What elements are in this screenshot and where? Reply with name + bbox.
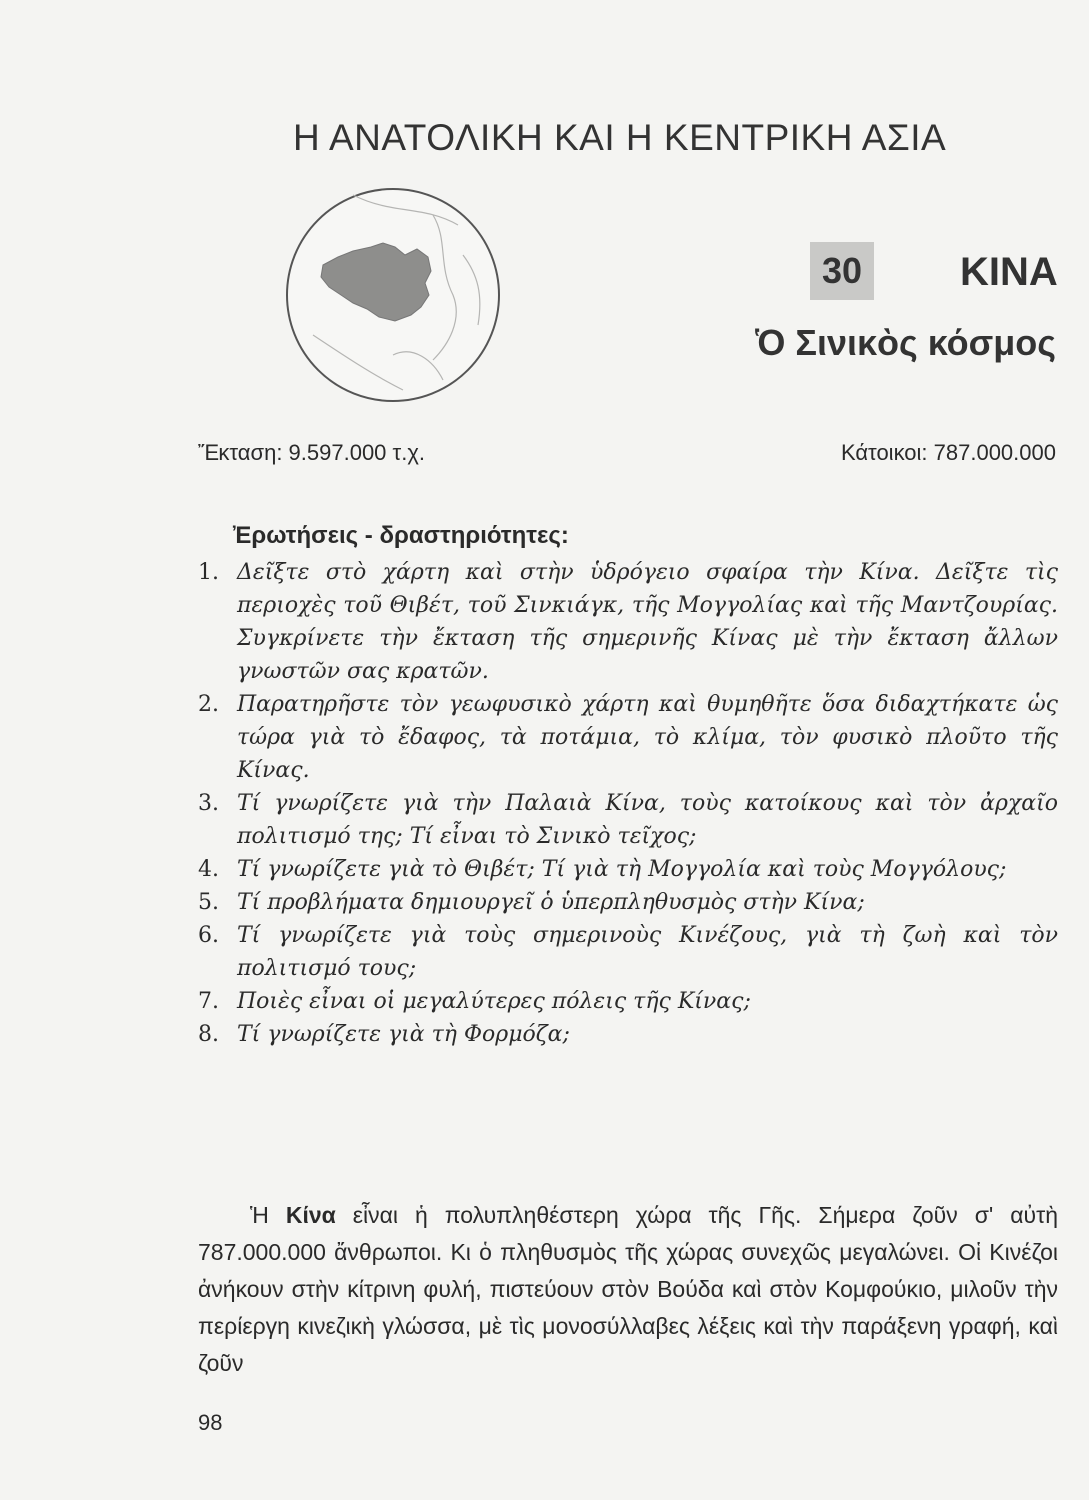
population-stat: Κάτοικοι: 787.000.000 [840, 440, 1056, 465]
question-item [198, 886, 1058, 919]
globe-map-icon [283, 185, 503, 405]
question-text: Ποιὲς εἶναι οἱ μεγαλύτερες πόλεις τῆς Κίνας; [237, 989, 751, 1014]
page-number: 98 [198, 1410, 223, 1435]
question-text: Παρατηρῆστε τὸν γεωφυσικὸ χάρτη καὶ θυμηθῆτε ὅσα διδαχτήκατε ὡς τώρα γιὰ τὸ ἔδαφος, τὰ ποτάμια, τὸ κλίμα, τὸν φυσικὸ πλοῦτο τῆς Κίνας. [237, 692, 1058, 783]
question-text: Τί γνωρίζετε γιὰ τὸ Θιβέτ; Τί γιὰ τὴ Μογγολία καὶ τοὺς Μογγόλους; [237, 857, 1007, 882]
question-number: 6. [198, 923, 219, 948]
question-item [198, 985, 1058, 1018]
question-number: 3. [198, 791, 219, 816]
question-number: 5. [198, 890, 219, 915]
chapter-title: ΚΙΝΑ [960, 250, 1058, 294]
question-item [198, 688, 1058, 787]
body-paragraph [198, 1197, 1058, 1382]
question-number: 1. [198, 560, 219, 585]
body-bold-term: Κίνα [285, 1202, 336, 1228]
chapter-subtitle: Ὁ Σινικὸς κόσμος [755, 322, 1056, 363]
question-number: 8. [198, 1022, 219, 1047]
page-header-title: Η ΑΝΑΤΟΛΙΚΗ ΚΑΙ Η ΚΕΝΤΡΙΚΗ ΑΣΙΑ [293, 117, 947, 158]
question-number: 2. [198, 692, 219, 717]
question-text: Τί γνωρίζετε γιὰ τὴ Φορμόζα; [237, 1022, 570, 1047]
questions-list [198, 556, 1058, 1051]
question-number: 4. [198, 857, 219, 882]
body-text: εἶναι ἡ πολυπληθέστερη χώρα τῆς Γῆς. Σήμερα ζοῦν σ' αὐτὴ 787.000.000 ἄνθρωποι. Κι ὁ πληθυσμὸς τῆς χώρας συνεχῶς μεγαλώνει. Οἱ Κινέζοι ἀνήκουν στὴν κίτρινη φυλή, πιστεύουν στὸν Βούδα καὶ στὸν Κομφούκιο, μιλοῦν τὴν περίεργη κινεζικὴ γλώσσα, μὲ τὶς μονοσύλλαβες λέξεις καὶ τὴν παράξενη γραφή, καὶ ζοῦν [198, 1202, 1059, 1376]
question-text: Δεῖξτε στὸ χάρτη καὶ στὴν ὑδρόγειο σφαίρα τὴν Κίνα. Δεῖξτε τὶς περιοχὲς τοῦ Θιβέτ, τοῦ Σινκιάγκ, τῆς Μογγολίας καὶ τῆς Μαντζουρίας. Συγκρίνετε τὴν ἔκταση τῆς σημερινῆς Κίνας μὲ τὴν ἔκταση ἄλλων γνωστῶν σας κρατῶν. [237, 560, 1058, 684]
question-text: Τί προβλήματα δημιουργεῖ ὁ ὑπερπληθυσμὸς στὴν Κίνα; [237, 890, 865, 915]
area-stat: Ἔκταση: 9.597.000 τ.χ. [198, 440, 425, 465]
question-item [198, 787, 1058, 853]
question-text: Τί γνωρίζετε γιὰ τοὺς σημερινοὺς Κινέζους, γιὰ τὴ ζωὴ καὶ τὸν πολιτισμό τους; [237, 923, 1058, 981]
chapter-number-badge: 30 [810, 242, 874, 300]
questions-heading: Ἐρωτήσεις - δραστηριότητες: [233, 522, 569, 549]
question-item [198, 919, 1058, 985]
question-item [198, 853, 1058, 886]
question-item [198, 556, 1058, 688]
body-lead: Ἡ [250, 1202, 286, 1228]
question-text: Τί γνωρίζετε γιὰ τὴν Παλαιὰ Κίνα, τοὺς κατοίκους καὶ τὸν ἀρχαῖο πολιτισμό της; Τί εἶναι τὸ Σινικὸ τεῖχος; [237, 791, 1058, 849]
question-number: 7. [198, 989, 219, 1014]
question-item [198, 1018, 1058, 1051]
